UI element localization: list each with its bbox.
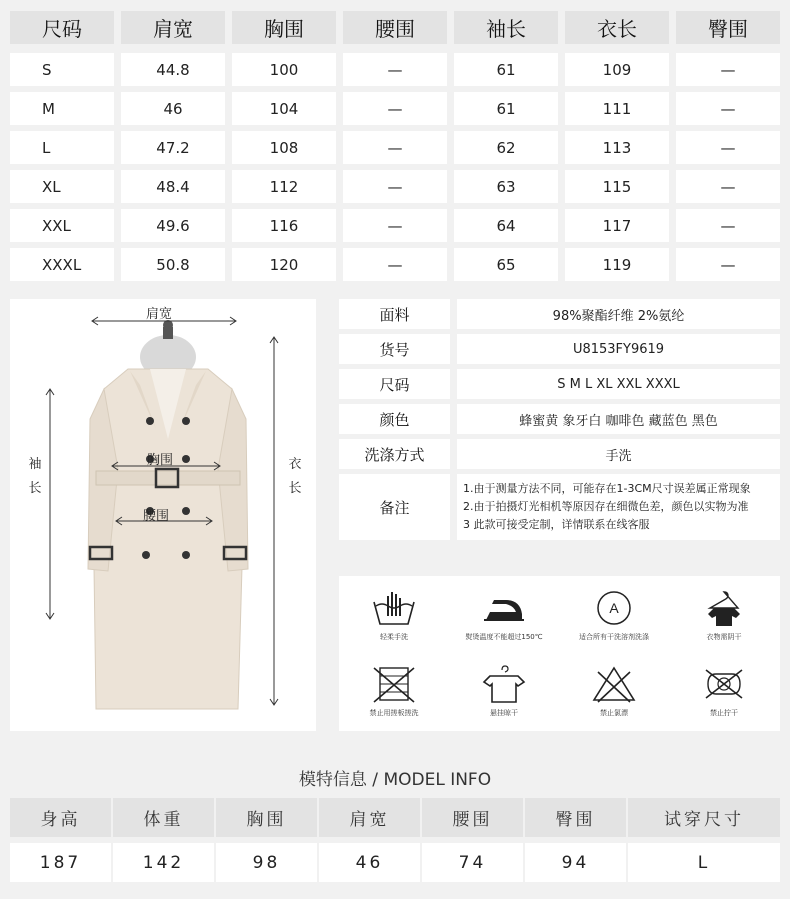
table-cell: 117 (565, 209, 669, 242)
table-cell: — (343, 131, 447, 164)
hang-dry-icon (480, 664, 528, 704)
shoulder-label: 肩宽 (146, 307, 173, 322)
model-info-table (10, 798, 780, 888)
chest-label: 胸围 (147, 453, 174, 468)
care-label: 适合所有干洗溶剂洗涤 (579, 633, 649, 641)
info-row-sizes (339, 369, 780, 399)
care-instructions (339, 576, 780, 731)
info-row-colors (339, 404, 780, 434)
table-cell: XXXL (10, 248, 114, 281)
table-cell: 120 (232, 248, 336, 281)
header-cell: 袖长 (454, 11, 558, 44)
info-row-notes (339, 474, 780, 540)
care-item (559, 588, 669, 642)
info-key: 面料 (339, 299, 450, 329)
table-cell: 46 (319, 843, 420, 882)
table-cell: 113 (565, 131, 669, 164)
table-cell: 116 (232, 209, 336, 242)
table-cell: XXL (10, 209, 114, 242)
info-key: 颜色 (339, 404, 450, 434)
table-row (10, 170, 780, 203)
table-cell: — (343, 92, 447, 125)
no-bleach-icon (590, 664, 638, 704)
table-cell: 63 (454, 170, 558, 203)
model-info-title: 模特信息 / MODEL INFO (298, 770, 492, 790)
waist-label: 腰围 (143, 509, 170, 524)
notes-text (457, 474, 780, 540)
table-cell: 64 (454, 209, 558, 242)
info-value: 98%聚酯纤维 2%氨纶 (457, 299, 780, 329)
iron-icon (480, 588, 528, 628)
care-label: 轻柔手洗 (380, 633, 408, 641)
coat-measurement-figure (10, 299, 316, 731)
table-cell: — (343, 248, 447, 281)
note-line: 1.由于测量方法不同，可能存在1-3CM尺寸误差属正常现象 (463, 482, 751, 495)
care-label: 衣物需阴干 (706, 633, 742, 641)
header-cell: 腰围 (343, 11, 447, 44)
care-item (449, 664, 559, 718)
care-item (559, 664, 669, 718)
header-cell: 体重 (113, 798, 214, 837)
table-cell: S (10, 53, 114, 86)
table-cell: 74 (422, 843, 523, 882)
header-cell: 胸围 (216, 798, 317, 837)
product-info-table (339, 299, 780, 545)
info-key: 备注 (339, 474, 450, 540)
table-cell: L (628, 843, 780, 882)
table-row (10, 53, 780, 86)
table-cell: — (676, 170, 780, 203)
table-cell: 94 (525, 843, 626, 882)
header-cell: 肩宽 (319, 798, 420, 837)
info-value: S M L XL XXL XXXL (457, 369, 780, 399)
table-row (10, 248, 780, 281)
header-cell: 尺码 (10, 11, 114, 44)
table-cell: 61 (454, 53, 558, 86)
size-table (10, 11, 780, 287)
info-key: 货号 (339, 334, 450, 364)
note-line: 2.由于拍摄灯光相机等原因存在细微色差，颜色以实物为准 (463, 500, 749, 513)
table-cell: 104 (232, 92, 336, 125)
table-cell: 98 (216, 843, 317, 882)
info-key: 尺码 (339, 369, 450, 399)
table-cell: XL (10, 170, 114, 203)
info-row-sku (339, 334, 780, 364)
info-row-washing (339, 439, 780, 469)
table-row (10, 843, 780, 882)
length-label: 衣长 (288, 457, 302, 496)
table-cell: — (676, 209, 780, 242)
table-row (10, 92, 780, 125)
table-cell: — (343, 209, 447, 242)
care-item (669, 664, 779, 718)
note-line: 3 此款可接受定制，详情联系在线客服 (463, 518, 650, 531)
dry-clean-a-icon (590, 588, 638, 628)
care-item (339, 588, 449, 642)
table-cell: 142 (113, 843, 214, 882)
info-value: U8153FY9619 (457, 334, 780, 364)
table-cell: 109 (565, 53, 669, 86)
table-cell: 100 (232, 53, 336, 86)
hanger-shirt-icon (700, 588, 748, 628)
info-value: 蜂蜜黄 象牙白 咖啡色 藏蓝色 黑色 (457, 404, 780, 434)
sleeve-label: 袖长 (28, 457, 42, 496)
care-item (449, 588, 559, 642)
table-cell: — (676, 131, 780, 164)
header-cell: 胸围 (232, 11, 336, 44)
model-table-header (10, 798, 780, 837)
hand-wash-icon (370, 588, 418, 628)
table-cell: 46 (121, 92, 225, 125)
table-cell: 62 (454, 131, 558, 164)
no-wring-icon (370, 664, 418, 704)
table-cell: — (343, 170, 447, 203)
table-cell: — (676, 92, 780, 125)
table-cell: 49.6 (121, 209, 225, 242)
table-cell: 108 (232, 131, 336, 164)
info-row-fabric (339, 299, 780, 329)
table-cell: M (10, 92, 114, 125)
table-cell: 119 (565, 248, 669, 281)
care-label: 禁止氯漂 (600, 709, 628, 717)
table-cell: L (10, 131, 114, 164)
table-cell: — (343, 53, 447, 86)
care-label: 禁止拧干 (710, 709, 738, 717)
header-cell: 臀围 (525, 798, 626, 837)
table-cell: 112 (232, 170, 336, 203)
header-cell: 试穿尺寸 (628, 798, 780, 837)
table-cell: — (676, 53, 780, 86)
header-cell: 身高 (10, 798, 111, 837)
header-cell: 肩宽 (121, 11, 225, 44)
table-cell: 111 (565, 92, 669, 125)
table-cell: 187 (10, 843, 111, 882)
table-cell: 50.8 (121, 248, 225, 281)
table-row (10, 131, 780, 164)
care-item (669, 588, 779, 642)
care-label: 熨烫温度不能超过150℃ (465, 633, 543, 641)
svg-text:A: A (609, 600, 619, 616)
header-cell: 衣长 (565, 11, 669, 44)
header-cell: 臀围 (676, 11, 780, 44)
size-table-header (10, 11, 780, 44)
info-value: 手洗 (457, 439, 780, 469)
table-cell: — (676, 248, 780, 281)
table-row (10, 209, 780, 242)
table-cell: 65 (454, 248, 558, 281)
table-cell: 61 (454, 92, 558, 125)
info-key: 洗涤方式 (339, 439, 450, 469)
care-label: 禁止用搓板搓洗 (369, 709, 419, 717)
no-tumble-dry-icon (700, 664, 748, 704)
table-cell: 48.4 (121, 170, 225, 203)
table-cell: 44.8 (121, 53, 225, 86)
table-cell: 115 (565, 170, 669, 203)
care-label: 悬挂晾干 (490, 709, 518, 717)
care-item (339, 664, 449, 718)
table-cell: 47.2 (121, 131, 225, 164)
header-cell: 腰围 (422, 798, 523, 837)
